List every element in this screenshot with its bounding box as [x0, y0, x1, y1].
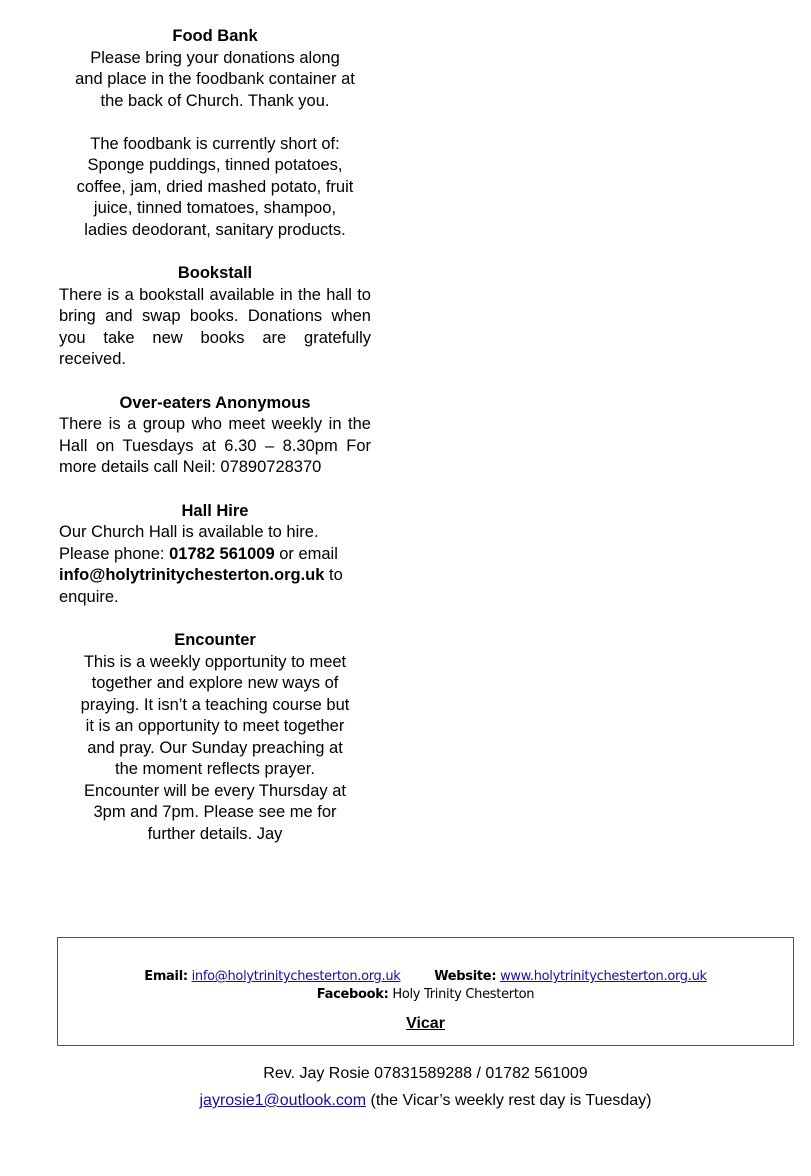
vicar-contact-line: Rev. Jay Rosie 07831589288 / 01782 561009 — [263, 1065, 588, 1082]
encounter-section — [59, 630, 371, 845]
vicar-email-row — [57, 1091, 794, 1111]
hall-hire-text: or email — [274, 544, 338, 563]
hall-hire-body — [59, 522, 371, 608]
hall-hire-phone: 01782 561009 — [169, 544, 275, 563]
vicar-email-link[interactable]: jayrosie1@outlook.com — [199, 1092, 367, 1109]
facebook-row — [58, 986, 793, 1004]
food-bank-intro-line: the back of Church. Thank you. — [100, 91, 330, 110]
website-label: Website: — [434, 969, 497, 984]
hall-hire-text: to enquire. — [59, 566, 343, 606]
bookstall-body: There is a bookstall available in the hall to bring and swap books. Donations when you take new books are gratefully received. — [59, 285, 371, 368]
hall-hire-text: Our Church Hall is available to hire. Please phone: — [59, 523, 319, 563]
encounter-line: This is a weekly opportunity to meet — [83, 652, 347, 671]
encounter-line: praying. It isn’t a teaching course but — [80, 695, 350, 714]
encounter-line: Encounter will be every Thursday at — [84, 781, 346, 800]
over-eaters-body: There is a group who meet weekly in the Hall on Tuesdays at 6.30 – 8.30pm For more details call Neil: 07890728370 — [59, 415, 371, 476]
food-bank-short-line: juice, tinned tomatoes, shampoo, — [93, 199, 337, 217]
bookstall-title: Bookstall — [177, 264, 253, 282]
food-bank-intro-line: Please bring your donations along — [90, 48, 340, 67]
encounter-line: the moment reflects prayer. — [115, 760, 315, 778]
hall-hire-section — [59, 501, 371, 609]
notices-column — [59, 26, 371, 867]
hall-hire-title: Hall Hire — [181, 501, 249, 520]
food-bank-section — [59, 26, 371, 241]
encounter-line: and pray. Our Sunday preaching at — [87, 738, 343, 757]
encounter-line: 3pm and 7pm. Please see me for — [93, 803, 337, 821]
vicar-title: Vicar — [406, 1015, 445, 1032]
contact-row — [58, 968, 793, 986]
food-bank-intro-line: and place in the foodbank container at — [75, 70, 355, 88]
encounter-line: further details. Jay — [147, 824, 283, 843]
encounter-title: Encounter — [174, 631, 256, 649]
food-bank-short-line: ladies deodorant, sanitary products. — [84, 220, 346, 239]
food-bank-short-line: coffee, jam, dried mashed potato, fruit — [76, 177, 354, 196]
over-eaters-title: Over-eaters Anonymous — [119, 393, 311, 412]
email-label: Email: — [144, 969, 188, 984]
bookstall-section — [59, 263, 371, 371]
contact-footer-box — [57, 937, 794, 1046]
facebook-label: Facebook: — [316, 987, 389, 1002]
hall-hire-email: info@holytrinitychesterton.org.uk — [59, 566, 325, 584]
food-bank-short-line: The foodbank is currently short of: — [90, 134, 340, 153]
rest-day-note: (the Vicar’s weekly rest day is Tuesday) — [366, 1092, 652, 1109]
facebook-name: Holy Trinity Chesterton — [392, 987, 535, 1002]
food-bank-short-line: Sponge puddings, tinned potatoes, — [87, 156, 343, 174]
website-link[interactable]: www.holytrinitychesterton.org.uk — [500, 969, 707, 984]
over-eaters-section — [59, 393, 371, 479]
food-bank-title: Food Bank — [172, 27, 258, 45]
encounter-line: it is an opportunity to meet together — [85, 717, 345, 735]
encounter-line: together and explore new ways of — [91, 674, 339, 692]
email-link[interactable]: info@holytrinitychesterton.org.uk — [191, 969, 401, 984]
